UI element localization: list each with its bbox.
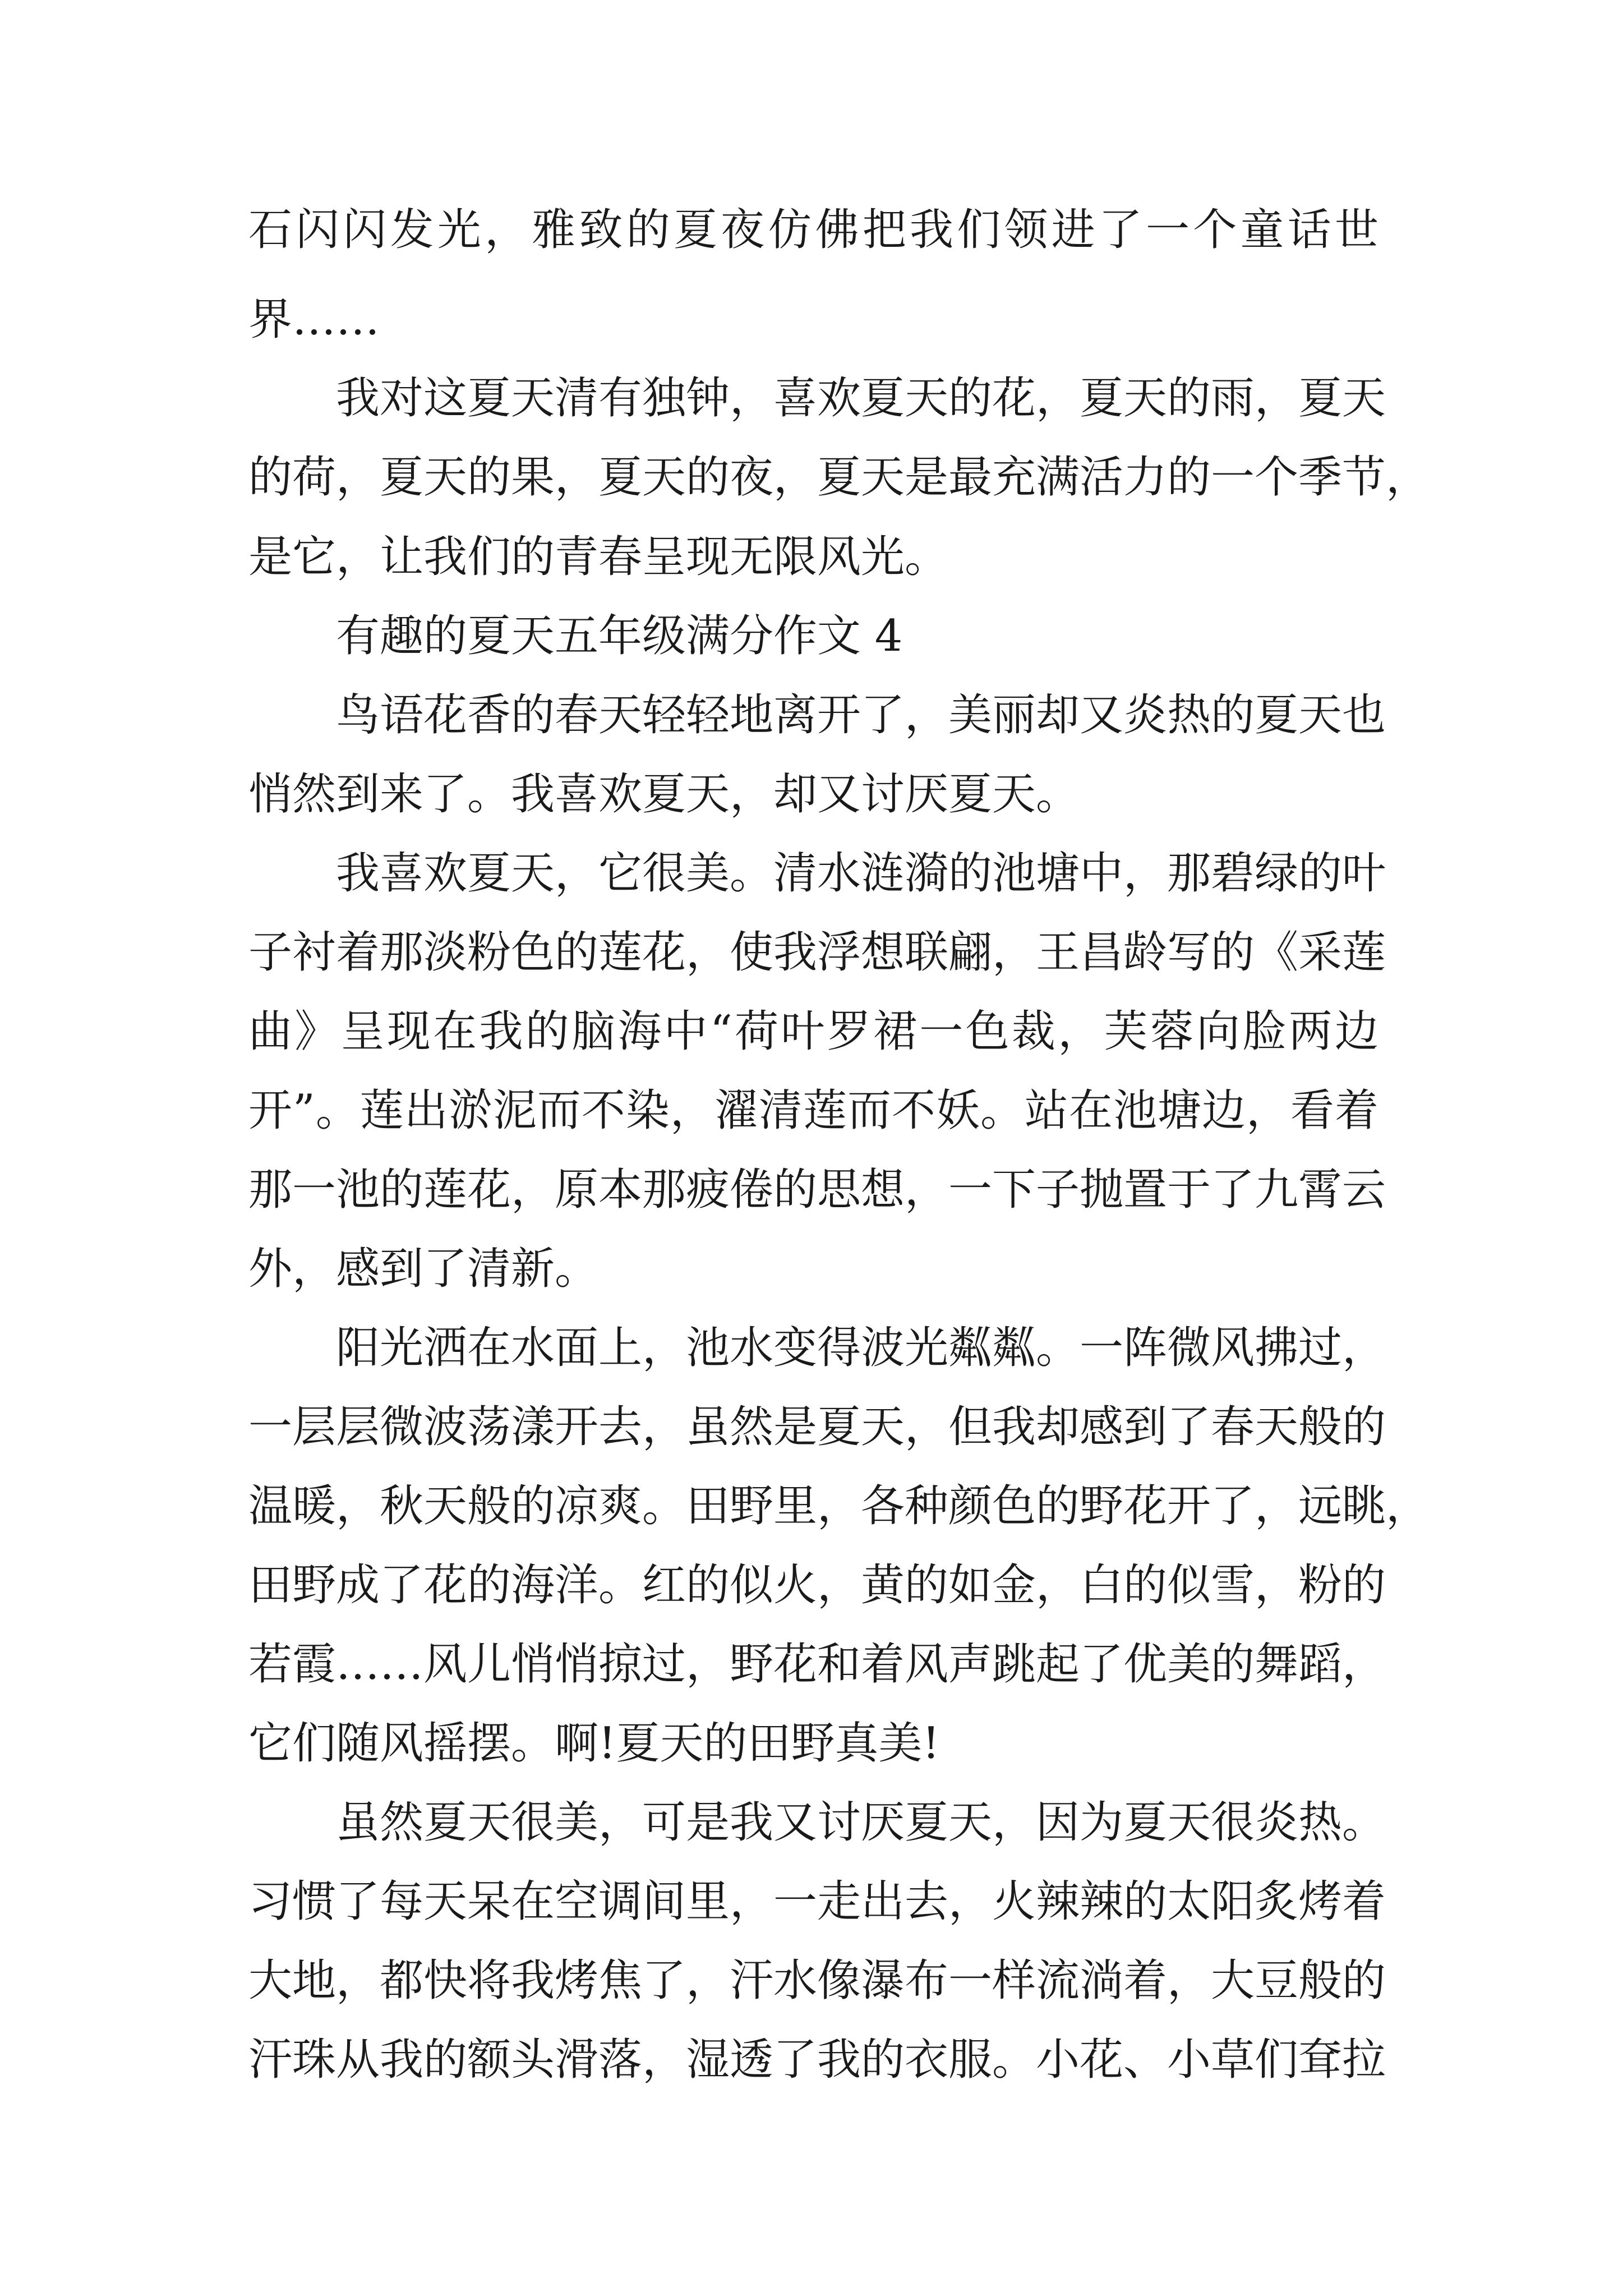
text-line: 习惯了每天呆在空调间里，一走出去，火辣辣的太阳炙烤着 (248, 1876, 1386, 1927)
paragraph-first-line: 虽然夏天很美，可是我又讨厌夏天，因为夏天很炎热。 (336, 1797, 1386, 1848)
text-line: 汗珠从我的额头滑落，湿透了我的衣服。小花、小草们耷拉 (248, 2035, 1386, 2085)
text-line: 子衬着那淡粉色的莲花，使我浮想联翩，王昌龄写的《采莲 (248, 927, 1386, 978)
text-line: 外，感到了清新。 (248, 1244, 599, 1294)
text-line: 是它，让我们的青春呈现无限风光。 (248, 532, 949, 582)
text-line: 石闪闪发光，雅致的夏夜仿佛把我们领进了一个童话世 (248, 205, 1378, 255)
text-line: 那一池的莲花，原本那疲倦的思想，一下子抛置于了九霄云 (248, 1165, 1386, 1215)
paragraph-first-line: 我喜欢夏天，它很美。清水涟漪的池塘中，那碧绿的叶 (336, 848, 1386, 899)
text-line: 田野成了花的海洋。红的似火，黄的如金，白的似雪，粉的 (248, 1560, 1386, 1611)
text-line: 它们随风摇摆。啊!夏天的田野真美! (248, 1718, 940, 1769)
text-line: 界…… (248, 295, 380, 345)
section-heading: 有趣的夏天五年级满分作文 4 (336, 611, 903, 661)
paragraph-first-line: 我对这夏天清有独钟，喜欢夏天的花，夏天的雨，夏天 (336, 373, 1386, 424)
text-line: 温暖，秋天般的凉爽。田野里，各种颜色的野花开了，远眺， (248, 1481, 1430, 1531)
text-line: 开”。莲出淤泥而不染，濯清莲而不妖。站在池塘边，看着 (248, 1085, 1378, 1136)
text-line: 若霞……风儿悄悄掠过，野花和着风声跳起了优美的舞蹈， (248, 1639, 1386, 1690)
paragraph-first-line: 鸟语花香的春天轻轻地离开了，美丽却又炎热的夏天也 (336, 690, 1386, 740)
text-line: 的荷，夏天的果，夏天的夜，夏天是最充满活力的一个季节， (248, 452, 1430, 503)
paragraph-first-line: 阳光洒在水面上，池水变得波光粼粼。一阵微风拂过， (336, 1323, 1386, 1373)
text-line: 悄然到来了。我喜欢夏天，却又讨厌夏天。 (248, 769, 1080, 820)
text-line: 曲》呈现在我的脑海中“荷叶罗裙一色裁，芙蓉向脸两边 (248, 1006, 1378, 1057)
text-line: 大地，都快将我烤焦了，汗水像瀑布一样流淌着，大豆般的 (248, 1955, 1386, 2006)
text-line: 一层层微波荡漾开去，虽然是夏天，但我却感到了春天般的 (248, 1402, 1386, 1452)
